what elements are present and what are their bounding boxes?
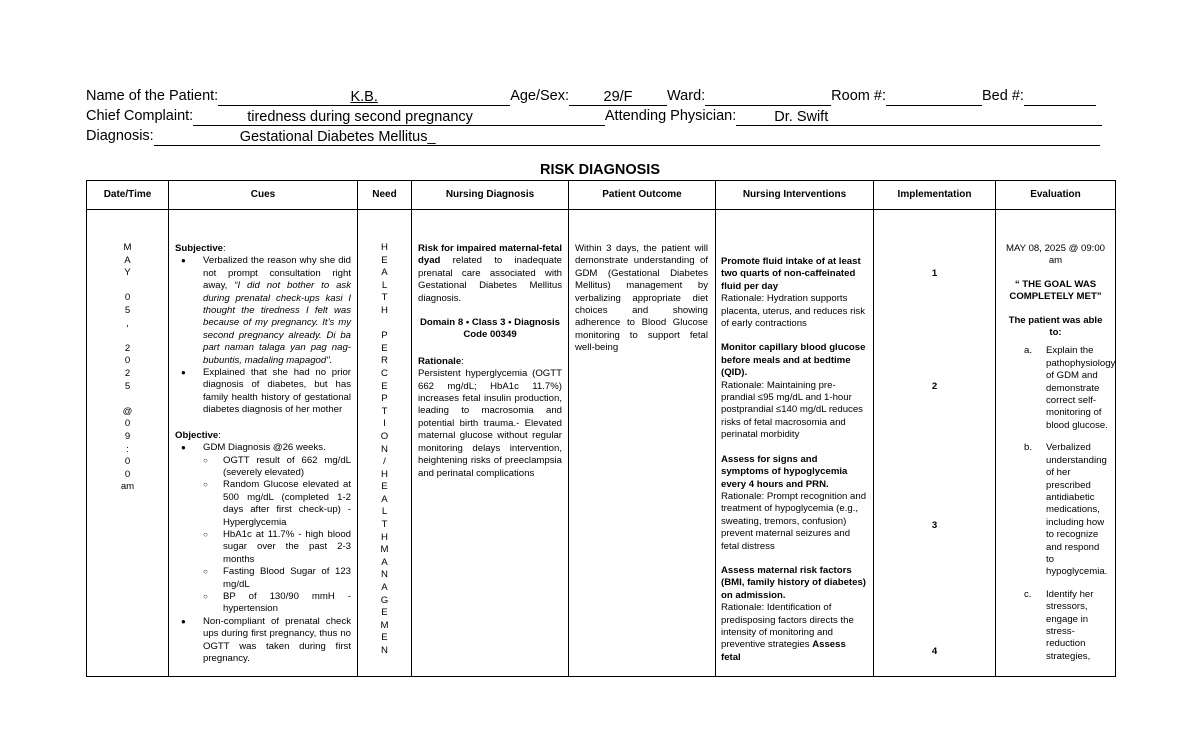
subjective-cue-text: Explained that she had no prior diagnosis of diabetes, but has family health history of gestational diabetes diagnosis of her mother xyxy=(203,367,351,416)
diagnosis-domain: Domain 8 • Class 3 • Diagnosis Code 00349 xyxy=(419,317,560,341)
evaluation-cell xyxy=(996,210,1116,677)
interventions-cell xyxy=(716,210,874,677)
intervention-continued: Assess fetal xyxy=(721,639,846,663)
physician-field xyxy=(736,109,1102,126)
intervention-rationale: Rationale: Hydration supports placenta, uterus, and reduces risk of early contractions xyxy=(721,293,865,330)
date-letter: 2 xyxy=(124,342,131,354)
complaint-value: tiredness during second pregnancy xyxy=(247,109,473,125)
date-letter: am xyxy=(120,481,135,493)
care-plan-table xyxy=(86,180,1116,677)
date-letter: A xyxy=(124,254,131,266)
need-letter: G xyxy=(380,594,389,606)
diagnosis-statement xyxy=(418,243,562,305)
date-cell xyxy=(87,210,169,677)
bed-label: Bed #: xyxy=(981,88,1024,104)
evaluation-item-label: b. xyxy=(1024,442,1033,454)
subjective-cue xyxy=(203,255,351,367)
name-value: K.B. xyxy=(350,89,378,105)
evaluation-item-label: a. xyxy=(1024,345,1033,357)
need-letter: I xyxy=(383,418,386,430)
need-letter: M xyxy=(380,619,389,631)
intervention-title: Assess for signs and symptoms of hypoglycemia every 4 hours and PRN. xyxy=(721,453,848,490)
col-need: Need xyxy=(358,181,412,210)
need-letter: T xyxy=(381,292,388,304)
lab-result: ○ Fasting Blood Sugar of 123 mg/dL xyxy=(223,566,351,591)
need-letter: A xyxy=(381,582,388,594)
evaluation-item xyxy=(1002,345,1116,432)
evaluation-item xyxy=(1002,442,1109,578)
intervention-rationale: Rationale: Maintaining pre-prandial ≤95 mg/dL and 1-hour postprandial ≤140 mg/dL reduces risks of fetal macrosomia and perinatal morbidity xyxy=(721,379,863,441)
agesex-field xyxy=(569,89,667,106)
implementation-number: 4 xyxy=(931,646,938,657)
subjective-colon: : xyxy=(223,243,226,254)
intervention-item xyxy=(721,454,868,553)
subjective-cue-text: Verbalized the reason why she did not prompt consultation right away, xyxy=(203,255,351,292)
date-letter: 9 xyxy=(124,430,131,442)
need-letter: R xyxy=(381,355,388,367)
date-letter: 5 xyxy=(124,380,131,392)
date-letter: , xyxy=(126,317,129,329)
implementation-cell xyxy=(874,210,996,677)
need-letter xyxy=(358,318,411,331)
col-patient-outcome: Patient Outcome xyxy=(569,181,716,210)
intervention-rationale: Rationale: Prompt recognition and treatment of hypoglycemia (e.g., sweating, tremors, confusion) prevent maternal seizures and fetal distress xyxy=(721,490,867,552)
intervention-rationale: Rationale: Identification of predisposing factors directs the intensity of monitoring and preventive strategies xyxy=(721,602,854,651)
evaluation-item-text: Verbalized understanding of her prescribed antidiabetic medications, including how to recognize and respond to hypoglycemia. xyxy=(1046,442,1108,578)
cues-cell xyxy=(169,210,358,677)
diagnosis-field xyxy=(154,129,1100,146)
objective-colon: : xyxy=(218,429,221,441)
agesex-label: Age/Sex: xyxy=(510,88,570,104)
diagnosis-statement-bold: Risk for impaired maternal-fetal dyad xyxy=(418,243,562,267)
date-letter: 0 xyxy=(124,456,131,468)
need-letter: T xyxy=(381,405,388,417)
need-letter: N xyxy=(381,569,388,581)
col-cues: Cues xyxy=(169,181,358,210)
physician-value: Dr. Swift xyxy=(774,109,829,125)
need-letter: N xyxy=(381,443,388,455)
evaluation-item-text: Identify her stressors, engage in stress-reduction strategies, xyxy=(1046,588,1094,662)
need-letter: P xyxy=(381,393,388,405)
date-letter xyxy=(87,393,168,406)
date-letter xyxy=(87,280,168,293)
physician-label: Attending Physician: xyxy=(604,108,737,124)
header-row-diagnosis xyxy=(86,126,1102,146)
diagnosis-cell xyxy=(412,210,569,677)
date-letter: 0 xyxy=(124,468,131,480)
need-letter: M xyxy=(380,544,389,556)
table-row xyxy=(87,210,1116,677)
need-letter: H xyxy=(381,468,388,480)
need-letter: A xyxy=(381,493,388,505)
diagnosis-statement-rest: related to inadequate prenatal care associated with Gestational Diabetes Mellitus diagnosis. xyxy=(418,255,562,304)
outcome-text: Within 3 days, the patient will demonstrate understanding of GDM (Gestational Diabetes Mellitus) management by verbalizing appropriate diet choices and showing adherence to Blood Glucose monitoring to support fetal well-being xyxy=(575,243,708,354)
intervention-title: Monitor capillary blood glucose before meals and at bedtime (QID). xyxy=(721,342,866,379)
intervention-title: Promote fluid intake of at least two quarts of non-caffeinated fluid per day xyxy=(721,256,861,292)
header-row-patient xyxy=(86,86,1102,106)
date-letter: 0 xyxy=(124,355,131,367)
intervention-item xyxy=(721,565,868,664)
implementation-number: 2 xyxy=(931,381,938,392)
complaint-label: Chief Complaint: xyxy=(86,108,194,124)
intervention-item xyxy=(721,256,868,330)
lab-result: ○ Random Glucose elevated at 500 mg/dL (completed 1-2 days after first check-up) - Hyperglycemia xyxy=(223,479,351,529)
need-letter: / xyxy=(383,456,386,468)
subjective-label: Subjective xyxy=(175,243,223,254)
room-field xyxy=(886,89,982,106)
need-letter: C xyxy=(381,367,388,379)
need-letter: H xyxy=(381,531,388,543)
ward-label: Ward: xyxy=(667,88,706,104)
header-row-complaint xyxy=(86,106,1102,126)
name-field xyxy=(218,89,510,106)
rationale-colon: : xyxy=(461,355,464,367)
date-letter: M xyxy=(123,242,132,253)
name-label: Name of the Patient: xyxy=(86,88,219,104)
subjective-cue xyxy=(203,367,351,417)
need-letter: H xyxy=(381,242,388,253)
evaluation-able: The patient was able to: xyxy=(1008,314,1103,339)
need-letter: E xyxy=(381,632,388,644)
patient-header xyxy=(86,86,1102,146)
date-letter: 5 xyxy=(124,304,131,316)
need-letter: A xyxy=(381,556,388,568)
need-letter: N xyxy=(381,645,388,656)
need-letter: L xyxy=(381,506,388,518)
diagnosis-value: Gestational Diabetes Mellitus_ xyxy=(239,129,436,145)
room-label: Room #: xyxy=(831,88,886,104)
diagnosis-label: Diagnosis: xyxy=(86,128,154,144)
lab-result: ○ BP of 130/90 mmH - hypertension xyxy=(223,591,351,616)
objective-cue-text: Non-compliant of prenatal check ups during first pregnancy, thus no OGTT was taken during first pregnancy. xyxy=(203,615,351,664)
outcome-cell xyxy=(569,210,716,677)
implementation-number: 3 xyxy=(931,520,938,531)
ward-field xyxy=(705,89,831,106)
need-letter: E xyxy=(381,380,388,392)
evaluation-goal: “ THE GOAL WAS COMPLETELY MET” xyxy=(1009,278,1102,303)
agesex-value: 29/F xyxy=(603,89,633,105)
col-nursing-diagnosis: Nursing Diagnosis xyxy=(412,181,569,210)
col-evaluation: Evaluation xyxy=(996,181,1116,210)
need-letter: P xyxy=(381,330,388,342)
evaluation-date: MAY 08, 2025 @ 09:00 am xyxy=(1006,243,1105,267)
rationale-label: Rationale xyxy=(418,355,462,367)
date-letter: @ xyxy=(122,405,133,417)
implementation-number: 1 xyxy=(931,268,938,279)
evaluation-item-label: c. xyxy=(1024,588,1032,600)
date-letter: Y xyxy=(124,267,131,279)
lab-result: ○ OGTT result of 662 mg/dL (severely elevated) xyxy=(223,455,351,480)
need-cell xyxy=(358,210,412,677)
col-implementation: Implementation xyxy=(874,181,996,210)
need-letter: E xyxy=(381,254,388,266)
evaluation-item xyxy=(1002,589,1109,663)
date-letter: 2 xyxy=(124,367,131,379)
need-letter: A xyxy=(381,267,388,279)
objective-label: Objective xyxy=(175,429,219,441)
need-letter: O xyxy=(380,430,389,442)
objective-cue xyxy=(203,442,351,616)
evaluation-list xyxy=(1002,345,1116,663)
rationale-text: Persistent hyperglycemia (OGTT 662 mg/dL; HbA1c 11.7%) increases fetal insulin production, leading to macrosomia and potential birth trauma.- Elevated maternal glucose without regular monitoring delays intervention, heightening risks of preeclampsia and perinatal complications xyxy=(418,368,562,479)
need-letter: H xyxy=(381,304,388,316)
objective-cue-text: GDM Diagnosis @26 weeks. xyxy=(203,442,326,454)
date-vertical-text xyxy=(87,242,168,494)
subjective-cue-quote: “I did not bother to ask during prenatal check-ups kasi I thought the tiredness I felt was because of my pregnancy. It’s my second pregnancy already. Di ba part naman talaga yan pag nag-bubuntis, madaling mapagod". xyxy=(203,280,352,366)
objective-cue xyxy=(203,616,351,666)
need-letter: L xyxy=(381,279,388,291)
date-letter: 0 xyxy=(124,292,131,304)
lab-result: ○ HbA1c at 11.7% - high blood sugar over the past 2-3 months xyxy=(223,529,351,566)
col-nursing-interventions: Nursing Interventions xyxy=(716,181,874,210)
intervention-title: Assess maternal risk factors (BMI, family history of diabetes) on admission. xyxy=(721,564,866,601)
need-letter: E xyxy=(381,481,388,493)
complaint-field xyxy=(193,109,605,126)
need-letter: E xyxy=(381,342,388,354)
date-letter xyxy=(87,330,168,343)
intervention-item xyxy=(721,342,868,441)
col-date: Date/Time xyxy=(87,181,169,210)
table-header-row xyxy=(87,181,1116,210)
evaluation-item-text: Explain the pathophysiology of GDM and demonstrate correct self-monitoring of blood glucose. xyxy=(1046,345,1116,431)
need-letter: T xyxy=(381,519,388,531)
bed-field xyxy=(1024,89,1096,106)
need-letter: E xyxy=(381,607,388,619)
date-letter: 0 xyxy=(124,418,131,430)
page-title: RISK DIAGNOSIS xyxy=(539,162,661,178)
date-letter: : xyxy=(126,443,129,455)
need-vertical-text xyxy=(358,242,411,658)
